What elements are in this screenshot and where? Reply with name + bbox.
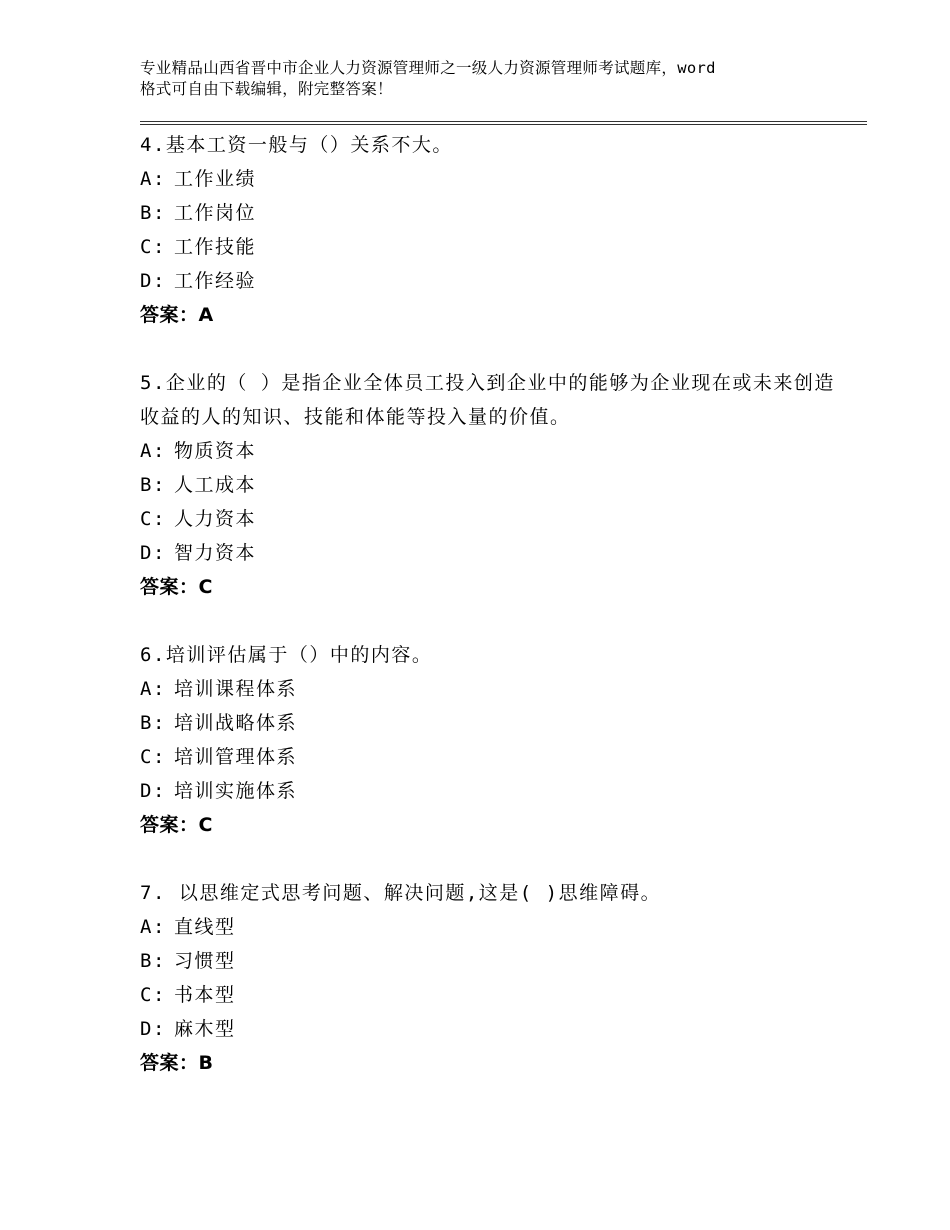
answer-label: 答案： — [140, 576, 199, 598]
option-text: 麻木型 — [174, 1018, 236, 1040]
option-letter: D: — [140, 542, 166, 564]
option-letter: D: — [140, 780, 166, 802]
option-letter: B: — [140, 712, 166, 734]
answer-label: 答案： — [140, 304, 199, 326]
document-header — [140, 58, 830, 100]
question-6 — [140, 638, 840, 842]
option-letter: A: — [140, 440, 166, 462]
answer-value: A — [198, 304, 214, 326]
option-d — [140, 536, 840, 570]
option-letter: D: — [140, 270, 166, 292]
option-text: 人工成本 — [174, 474, 257, 496]
option-b — [140, 706, 840, 740]
option-text: 培训实施体系 — [174, 780, 298, 802]
option-text: 工作技能 — [174, 236, 257, 258]
option-text: 工作经验 — [174, 270, 257, 292]
answer-value: B — [198, 1052, 214, 1074]
option-text: 培训战略体系 — [174, 712, 298, 734]
option-letter: B: — [140, 202, 166, 224]
option-letter: B: — [140, 474, 166, 496]
question-7 — [140, 876, 840, 1080]
option-c — [140, 230, 840, 264]
question-text: 7. 以思维定式思考问题、解决问题,这是( )思维障碍。 — [140, 882, 662, 904]
answer-line — [140, 808, 840, 842]
option-b — [140, 944, 840, 978]
option-c — [140, 740, 840, 774]
option-letter: A: — [140, 678, 166, 700]
header-line-1: 专业精品山西省晋中市企业人力资源管理师之一级人力资源管理师考试题库，word — [140, 59, 716, 77]
option-letter: A: — [140, 168, 166, 190]
answer-label: 答案： — [140, 1052, 199, 1074]
option-d — [140, 774, 840, 808]
answer-line — [140, 1046, 840, 1080]
question-5 — [140, 366, 840, 604]
header-divider — [140, 121, 867, 125]
option-text: 智力资本 — [174, 542, 257, 564]
option-c — [140, 502, 840, 536]
option-d — [140, 1012, 840, 1046]
option-text: 直线型 — [174, 916, 236, 938]
answer-value: C — [198, 576, 213, 598]
option-text: 人力资本 — [174, 508, 257, 530]
option-text: 书本型 — [174, 984, 236, 1006]
option-a — [140, 162, 840, 196]
question-list — [140, 128, 840, 1114]
option-a — [140, 910, 840, 944]
option-letter: B: — [140, 950, 166, 972]
question-text: 5.企业的（ ）是指企业全体员工投入到企业中的能够为企业现在或未来创造收益的人的知识、技能和体能等投入量的价值。 — [140, 372, 835, 428]
option-b — [140, 468, 840, 502]
option-text: 习惯型 — [174, 950, 236, 972]
option-text: 物质资本 — [174, 440, 257, 462]
answer-line — [140, 298, 840, 332]
option-letter: A: — [140, 916, 166, 938]
option-d — [140, 264, 840, 298]
option-c — [140, 978, 840, 1012]
option-letter: C: — [140, 508, 166, 530]
answer-label: 答案： — [140, 814, 199, 836]
answer-line — [140, 570, 840, 604]
option-text: 培训课程体系 — [174, 678, 298, 700]
option-text: 工作业绩 — [174, 168, 257, 190]
question-4 — [140, 128, 840, 332]
option-letter: C: — [140, 746, 166, 768]
option-a — [140, 672, 840, 706]
option-b — [140, 196, 840, 230]
question-text: 6.培训评估属于（）中的内容。 — [140, 644, 433, 666]
question-text: 4.基本工资一般与（）关系不大。 — [140, 134, 453, 156]
option-a — [140, 434, 840, 468]
header-line-2: 格式可自由下载编辑，附完整答案！ — [140, 80, 393, 98]
option-text: 工作岗位 — [174, 202, 257, 224]
option-text: 培训管理体系 — [174, 746, 298, 768]
option-letter: D: — [140, 1018, 166, 1040]
answer-value: C — [198, 814, 213, 836]
option-letter: C: — [140, 984, 166, 1006]
option-letter: C: — [140, 236, 166, 258]
